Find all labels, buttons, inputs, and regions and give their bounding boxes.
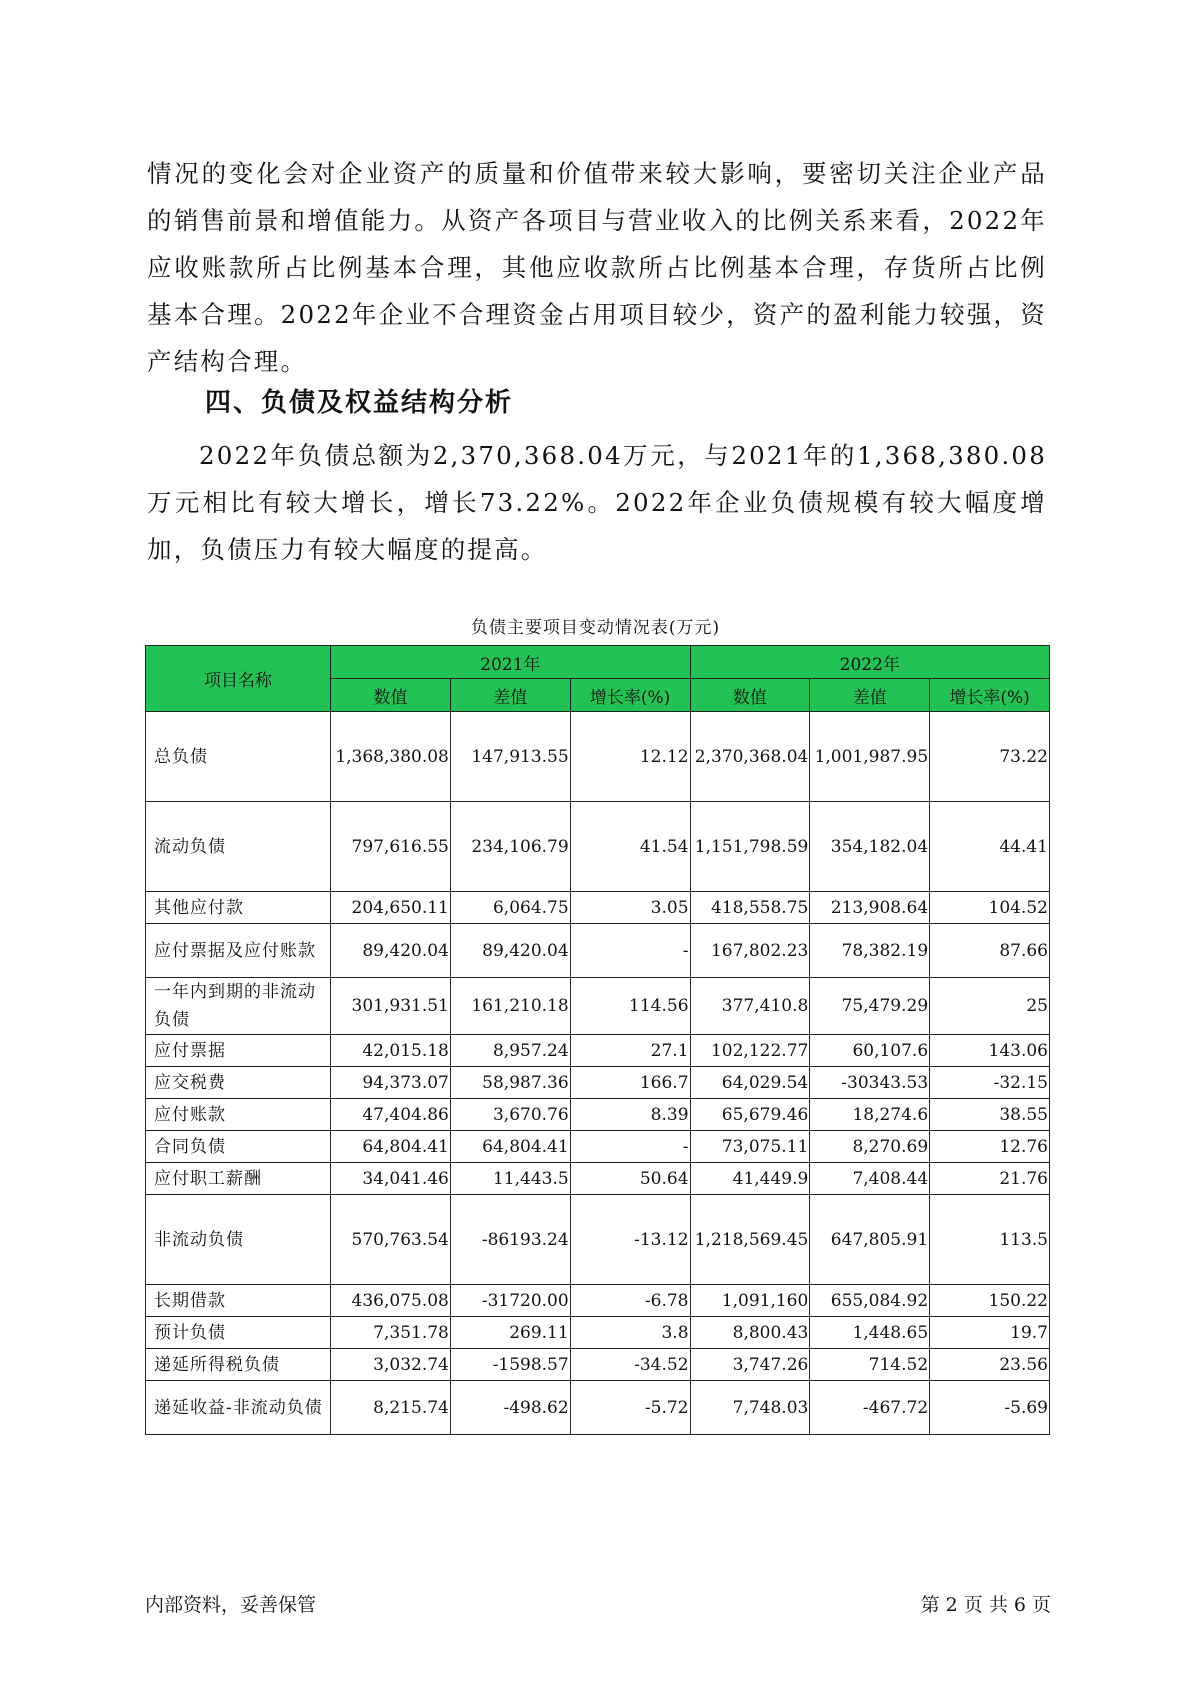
row-cell: 19.7 (930, 1317, 1050, 1349)
subheader-growth: 增长率(%) (570, 679, 690, 712)
subheader-value: 数值 (690, 679, 810, 712)
row-cell: 1,218,569.45 (690, 1195, 810, 1285)
row-cell: 234,106.79 (450, 802, 570, 892)
row-cell: 34,041.46 (331, 1163, 451, 1195)
row-cell: -5.72 (570, 1381, 690, 1435)
row-item-name: 非流动负债 (146, 1195, 331, 1285)
row-cell: 3.05 (570, 892, 690, 924)
row-cell: 213,908.64 (810, 892, 930, 924)
row-cell: 1,091,160 (690, 1285, 810, 1317)
debt-paragraph: 2022年负债总额为2,370,368.04万元，与2021年的1,368,380.08万元相比有较大增长，增长73.22%。2022年企业负债规模有较大幅度增加，负债压力有较大幅度的提高。 (147, 441, 1047, 564)
table-row (146, 802, 1050, 892)
row-cell: -1598.57 (450, 1349, 570, 1381)
row-cell: 655,084.92 (810, 1285, 930, 1317)
row-cell: 8,800.43 (690, 1317, 810, 1349)
table-row (146, 1317, 1050, 1349)
table-row (146, 1195, 1050, 1285)
footer-page-number: 第 2 页 共 6 页 (920, 1594, 1051, 1616)
row-cell: 41,449.9 (690, 1163, 810, 1195)
row-cell: 8,215.74 (331, 1381, 451, 1435)
subheader-diff: 差值 (810, 679, 930, 712)
row-cell: -498.62 (450, 1381, 570, 1435)
row-cell: 89,420.04 (450, 924, 570, 978)
row-item-name: 递延所得税负债 (146, 1349, 331, 1381)
row-cell: 269.11 (450, 1317, 570, 1349)
subheader-growth: 增长率(%) (930, 679, 1050, 712)
table-row (146, 1067, 1050, 1099)
table-row (146, 1035, 1050, 1067)
row-cell: 75,479.29 (810, 978, 930, 1035)
row-cell: 7,408.44 (810, 1163, 930, 1195)
row-cell: 42,015.18 (331, 1035, 451, 1067)
row-cell: -86193.24 (450, 1195, 570, 1285)
row-cell: 38.55 (930, 1099, 1050, 1131)
table-row (146, 712, 1050, 802)
row-cell: 102,122.77 (690, 1035, 810, 1067)
row-cell: 8.39 (570, 1099, 690, 1131)
row-cell: -31720.00 (450, 1285, 570, 1317)
row-cell: 12.76 (930, 1131, 1050, 1163)
row-cell: 58,987.36 (450, 1067, 570, 1099)
row-cell: 2,370,368.04 (690, 712, 810, 802)
row-cell: 11,443.5 (450, 1163, 570, 1195)
table-row (146, 1381, 1050, 1435)
row-cell: 27.1 (570, 1035, 690, 1067)
row-cell: -32.15 (930, 1067, 1050, 1099)
table-caption: 负债主要项目变动情况表(万元) (470, 618, 721, 638)
row-cell: 104.52 (930, 892, 1050, 924)
row-cell: 150.22 (930, 1285, 1050, 1317)
row-cell: 6,064.75 (450, 892, 570, 924)
subheader-value: 数值 (331, 679, 451, 712)
row-cell: 64,029.54 (690, 1067, 810, 1099)
row-cell: 65,679.46 (690, 1099, 810, 1131)
row-cell: 3,032.74 (331, 1349, 451, 1381)
row-cell: 12.12 (570, 712, 690, 802)
footer-confidential: 内部资料，妥善保管 (145, 1594, 317, 1616)
row-item-name: 流动负债 (146, 802, 331, 892)
header-item-name: 项目名称 (146, 646, 331, 712)
row-item-name: 总负债 (146, 712, 331, 802)
table-row (146, 924, 1050, 978)
row-cell: 1,001,987.95 (810, 712, 930, 802)
row-cell: 7,748.03 (690, 1381, 810, 1435)
row-item-name: 长期借款 (146, 1285, 331, 1317)
row-cell: 50.64 (570, 1163, 690, 1195)
row-cell: 143.06 (930, 1035, 1050, 1067)
row-cell: -6.78 (570, 1285, 690, 1317)
row-item-name: 应付账款 (146, 1099, 331, 1131)
row-cell: 167,802.23 (690, 924, 810, 978)
table-row (146, 1163, 1050, 1195)
row-cell: -34.52 (570, 1349, 690, 1381)
table-row (146, 1099, 1050, 1131)
row-cell: 44.41 (930, 802, 1050, 892)
row-cell: 301,931.51 (331, 978, 451, 1035)
header-year-2021: 2021年 (331, 646, 690, 679)
row-cell: 1,448.65 (810, 1317, 930, 1349)
table-row (146, 1285, 1050, 1317)
row-item-name: 应付职工薪酬 (146, 1163, 331, 1195)
row-item-name: 应付票据 (146, 1035, 331, 1067)
row-cell: -13.12 (570, 1195, 690, 1285)
row-cell: 714.52 (810, 1349, 930, 1381)
row-cell: 73.22 (930, 712, 1050, 802)
row-item-name: 合同负债 (146, 1131, 331, 1163)
row-item-name: 应交税费 (146, 1067, 331, 1099)
row-cell: -467.72 (810, 1381, 930, 1435)
row-cell: -5.69 (930, 1381, 1050, 1435)
row-cell: 60,107.6 (810, 1035, 930, 1067)
row-cell: 377,410.8 (690, 978, 810, 1035)
row-cell: - (570, 1131, 690, 1163)
section-heading: 四、负债及权益结构分析 (205, 388, 514, 418)
row-cell: 161,210.18 (450, 978, 570, 1035)
row-cell: 797,616.55 (331, 802, 451, 892)
row-cell: 166.7 (570, 1067, 690, 1099)
row-cell: 3,670.76 (450, 1099, 570, 1131)
row-cell: 570,763.54 (331, 1195, 451, 1285)
row-cell: 147,913.55 (450, 712, 570, 802)
row-cell: 94,373.07 (331, 1067, 451, 1099)
intro-paragraph: 情况的变化会对企业资产的质量和价值带来较大影响，要密切关注企业产品的销售前景和增值能力。从资产各项目与营业收入的比例关系来看，2022年应收账款所占比例基本合理，其他应收款所占比例基本合理，存货所占比例基本合理。2022年企业不合理资金占用项目较少，资产的盈利能力较强，资产结构合理。 (147, 159, 1047, 376)
liability-table (145, 645, 1050, 1435)
row-item-name: 递延收益-非流动负债 (146, 1381, 331, 1435)
row-cell: 47,404.86 (331, 1099, 451, 1131)
row-cell: 78,382.19 (810, 924, 930, 978)
row-cell: 18,274.6 (810, 1099, 930, 1131)
row-cell: 7,351.78 (331, 1317, 451, 1349)
row-cell: 73,075.11 (690, 1131, 810, 1163)
row-cell: 113.5 (930, 1195, 1050, 1285)
table-row (146, 892, 1050, 924)
row-cell: 25 (930, 978, 1050, 1035)
row-item-name: 应付票据及应付账款 (146, 924, 331, 978)
row-cell: 41.54 (570, 802, 690, 892)
row-cell: 64,804.41 (331, 1131, 451, 1163)
row-cell: 1,151,798.59 (690, 802, 810, 892)
row-cell: 647,805.91 (810, 1195, 930, 1285)
row-cell: 436,075.08 (331, 1285, 451, 1317)
row-cell: 8,270.69 (810, 1131, 930, 1163)
row-cell: - (570, 924, 690, 978)
subheader-diff: 差值 (450, 679, 570, 712)
row-cell: -30343.53 (810, 1067, 930, 1099)
row-cell: 114.56 (570, 978, 690, 1035)
row-cell: 354,182.04 (810, 802, 930, 892)
table-body (146, 712, 1050, 1435)
row-item-name: 一年内到期的非流动负债 (146, 978, 331, 1035)
table-row (146, 1349, 1050, 1381)
row-cell: 87.66 (930, 924, 1050, 978)
row-cell: 3,747.26 (690, 1349, 810, 1381)
row-cell: 23.56 (930, 1349, 1050, 1381)
row-cell: 64,804.41 (450, 1131, 570, 1163)
row-item-name: 其他应付款 (146, 892, 331, 924)
row-cell: 89,420.04 (331, 924, 451, 978)
row-cell: 204,650.11 (331, 892, 451, 924)
header-year-2022: 2022年 (690, 646, 1049, 679)
row-cell: 1,368,380.08 (331, 712, 451, 802)
row-item-name: 预计负债 (146, 1317, 331, 1349)
row-cell: 3.8 (570, 1317, 690, 1349)
row-cell: 21.76 (930, 1163, 1050, 1195)
table-row (146, 978, 1050, 1035)
row-cell: 8,957.24 (450, 1035, 570, 1067)
row-cell: 418,558.75 (690, 892, 810, 924)
table-row (146, 1131, 1050, 1163)
